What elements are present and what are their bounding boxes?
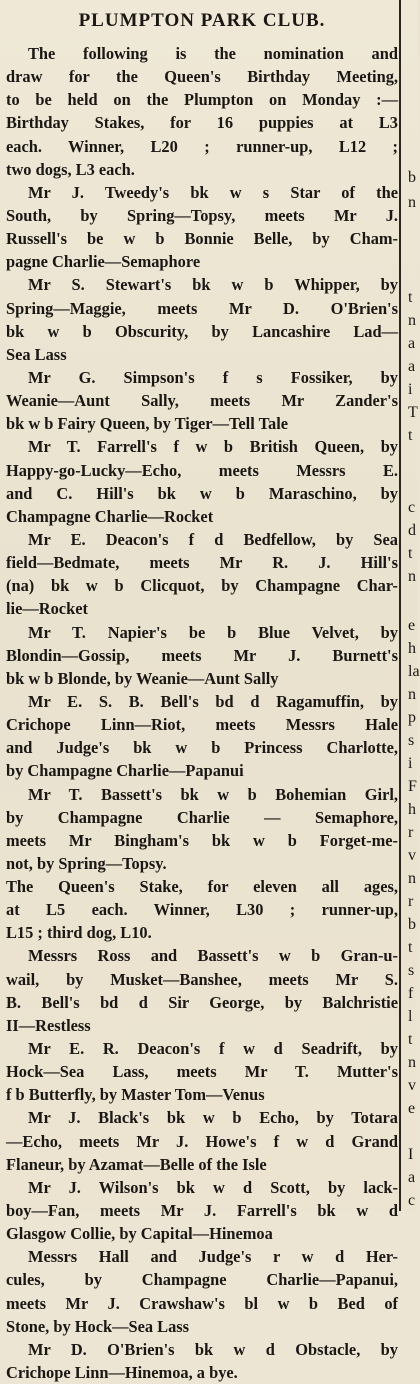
article-line: Crichope Linn—Riot, meets Messrs Hale [6,715,398,735]
article-line: pagne Charlie—Semaphore [6,252,201,272]
article-line: Mr T. Bassett's bk w b Bohemian Girl, [28,784,398,804]
article-line: Sea Lass [6,344,67,364]
article-line: Hock—Sea Lass, meets Mr T. Mutter's [6,1062,398,1082]
adjacent-column-fragment: c [408,1192,416,1209]
adjacent-column-fragment: b [408,916,416,933]
article-line: Happy-go-Lucky—Echo, meets Messrs E. [6,460,398,480]
adjacent-column-fragment: h [408,640,416,657]
adjacent-column-fragment: a [408,358,416,375]
article-line: two dogs, L3 each. [6,159,135,179]
article-line: Glasgow Collie, by Capital—Hinemoa [6,1224,273,1244]
adjacent-column-fragment: i [408,381,413,398]
adjacent-column-fragment: F [408,778,417,795]
article-line: Stone, by Hock—Sea Lass [6,1316,190,1336]
article-line: draw for the Queen's Birthday Meeting, [6,67,398,87]
adjacent-column-fragment: e [408,617,416,634]
adjacent-column-edge [404,0,420,1211]
article-line: boy—Fan, meets Mr J. Farrell's bk w d [6,1201,398,1221]
article-line: Spring—Maggie, meets Mr D. O'Brien's [6,298,398,318]
article-column [6,6,398,1384]
article-line: and Judge's bk w b Princess Charlotte, [6,738,398,758]
article-line: (na) bk w b Clicquot, by Champagne Char- [6,576,398,596]
article-line: lie—Rocket [6,599,88,619]
article-line: Messrs Ross and Bassett's w b Gran-u- [28,946,398,966]
article-line: wail, by Musket—Banshee, meets Mr S. [6,969,398,989]
article-line: Birthday Stakes, for 16 puppies at L3 [6,113,398,133]
article-line: Mr D. O'Brien's bk w d Obstacle, by [28,1339,398,1359]
article-line: f b Butterfly, by Master Tom—Venus [6,1085,265,1105]
column-rule [399,0,401,1211]
article-line: by Champagne Charlie—Papanui [6,761,244,781]
adjacent-column-fragment: n [408,568,416,585]
article-line: Blondin—Gossip, meets Mr J. Burnett's [6,645,398,665]
article-headline: PLUMPTON PARK CLUB. [78,10,326,31]
article-line: to be held on the Plumpton on Monday :— [6,90,398,110]
article-line: Crichope Linn—Hinemoa, a bye. [6,1363,238,1383]
article-line: Mr E. S. B. Bell's bd d Ragamuffin, by [28,691,398,711]
adjacent-column-fragment: s [408,732,415,749]
article-line: L15 ; third dog, L10. [6,923,152,943]
article-line: Weanie—Aunt Sally, meets Mr Zander's [6,391,398,411]
adjacent-column-fragment: t [408,939,413,956]
article-line: Mr J. Black's bk w b Echo, by Totara [28,1108,398,1128]
adjacent-column-fragment: n [408,1054,416,1071]
article-line: Russell's be w b Bonnie Belle, by Cham- [6,229,398,249]
adjacent-column-fragment: n [408,686,416,703]
article-line: Champagne Charlie—Rocket [6,506,214,526]
adjacent-column-fragment: n [408,870,416,887]
adjacent-column-fragment: c [408,499,416,516]
article-line: The following is the nomination and [28,44,398,63]
article-line: field—Bedmate, meets Mr R. J. Hill's [6,553,398,573]
adjacent-column-fragment: I [408,1146,414,1163]
adjacent-column-fragment: l [408,1008,413,1025]
article-line: bk w b Obscurity, by Lancashire Lad— [6,321,398,341]
adjacent-column-fragment: la [408,663,420,680]
article-line: meets Mr Bingham's bk w b Forget-me- [6,830,398,850]
article-line: cules, by Champagne Charlie—Papanui, [6,1270,398,1290]
adjacent-column-fragment: v [408,847,416,864]
article-line: bk w b Blonde, by Weanie—Aunt Sally [6,668,279,688]
article-line: Mr T. Napier's be b Blue Velvet, by [28,622,398,642]
article-line: Mr J. Wilson's bk w d Scott, by lack- [28,1177,398,1197]
article-line: II—Restless [6,1015,91,1035]
adjacent-column-fragment: n [408,194,416,211]
article-line: B. Bell's bd d Sir George, by Balchristie [6,992,398,1012]
article-line: Messrs Hall and Judge's r w d Her- [28,1247,398,1267]
article-line: bk w b Fairy Queen, by Tiger—Tell Tale [6,414,289,434]
adjacent-column-fragment: T [408,404,418,421]
adjacent-column-fragment: v [408,1077,416,1094]
adjacent-column-fragment: t [408,1031,413,1048]
article-line: not, by Spring—Topsy. [6,853,167,873]
adjacent-column-fragment: a [408,1169,416,1186]
article-body [6,42,398,1384]
article-line: Mr T. Farrell's f w b British Queen, by [28,437,398,457]
article-line: Flaneur, by Azamat—Belle of the Isle [6,1154,267,1174]
adjacent-column-fragment: t [408,545,413,562]
adjacent-column-fragment: b [408,169,416,186]
article-line: The Queen's Stake, for eleven all ages, [6,877,398,897]
adjacent-column-fragment: i [408,755,413,772]
adjacent-column-fragment: s [408,962,415,979]
adjacent-column-fragment: r [408,893,414,910]
article-line: and C. Hill's bk w b Maraschino, by [6,483,398,503]
article-line: South, by Spring—Topsy, meets Mr J. [6,205,398,225]
article-line: Mr E. Deacon's f d Bedfellow, by Sea [28,529,398,549]
article-line: by Champagne Charlie — Semaphore, [6,807,398,827]
article-line: —Echo, meets Mr J. Howe's f w d Grand [6,1131,398,1151]
adjacent-column-fragment: t [408,427,413,444]
article-line: Mr G. Simpson's f s Fossiker, by [28,367,398,387]
article-line: meets Mr J. Crawshaw's bl w b Bed of [6,1293,398,1313]
adjacent-column-fragment: n [408,312,416,329]
article-line: at L5 each. Winner, L30 ; runner-up, [6,900,398,920]
article-line: each. Winner, L20 ; runner-up, L12 ; [6,136,398,156]
adjacent-column-fragment: d [408,522,416,539]
adjacent-column-fragment: a [408,335,416,352]
article-line: Mr J. Tweedy's bk w s Star of the [28,182,398,202]
adjacent-column-fragment: f [408,985,414,1002]
adjacent-column-fragment: h [408,801,416,818]
adjacent-column-fragment: p [408,709,416,726]
article-line: Mr S. Stewart's bk w b Whipper, by [28,275,398,295]
article-line: Mr E. R. Deacon's f w d Seadrift, by [28,1039,398,1059]
adjacent-column-fragment: t [408,289,413,306]
adjacent-column-fragment: e [408,1100,416,1117]
adjacent-column-fragment: r [408,824,414,841]
